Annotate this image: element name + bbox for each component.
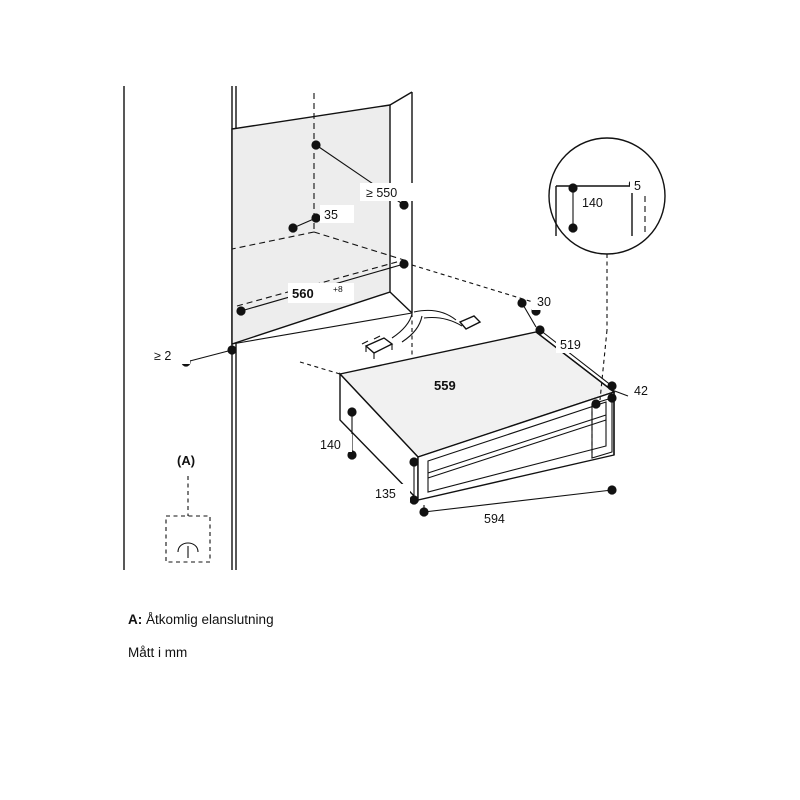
dim-appliance-width-label: 594 xyxy=(484,512,505,526)
dim-wall-gap xyxy=(150,345,237,366)
marker-a-label: (A) xyxy=(177,453,196,468)
legend-key-a: A: xyxy=(128,612,143,627)
dim-appliance-top-offset xyxy=(517,292,566,327)
plug-icon xyxy=(362,336,392,359)
legend xyxy=(128,612,548,678)
dim-niche-width-tolerance: +8 xyxy=(333,284,343,294)
dim-appliance-depth-top-label: 559 xyxy=(434,378,456,393)
socket-icon xyxy=(460,316,480,329)
dim-appliance-front-height-label: 135 xyxy=(375,487,396,501)
detail-gap-label: 5 xyxy=(634,179,641,193)
dim-niche-width-label: 560 xyxy=(292,286,314,301)
electrical-connection-marker xyxy=(166,453,210,562)
legend-text-a: Åtkomlig elanslutning xyxy=(142,612,274,627)
dim-niche-top-offset-label: 35 xyxy=(324,208,338,222)
dim-wall-gap-label: ≥ 2 xyxy=(154,349,172,363)
dim-appliance-top-offset-label: 30 xyxy=(537,295,551,309)
dim-niche-depth-label: ≥ 550 xyxy=(366,186,398,200)
dim-appliance-height-label: 140 xyxy=(320,438,341,452)
dim-appliance-height xyxy=(316,407,357,459)
legend-units: Mått i mm xyxy=(128,645,188,661)
wall-lines xyxy=(124,86,236,570)
dim-appliance-depth-top xyxy=(430,374,474,394)
detail-height-label: 140 xyxy=(582,196,603,210)
dim-appliance-rear-offset-label: 42 xyxy=(634,384,648,398)
dim-appliance-depth-side-label: 519 xyxy=(560,338,581,352)
legend-item-a xyxy=(128,612,548,628)
appliance-body xyxy=(340,332,614,500)
